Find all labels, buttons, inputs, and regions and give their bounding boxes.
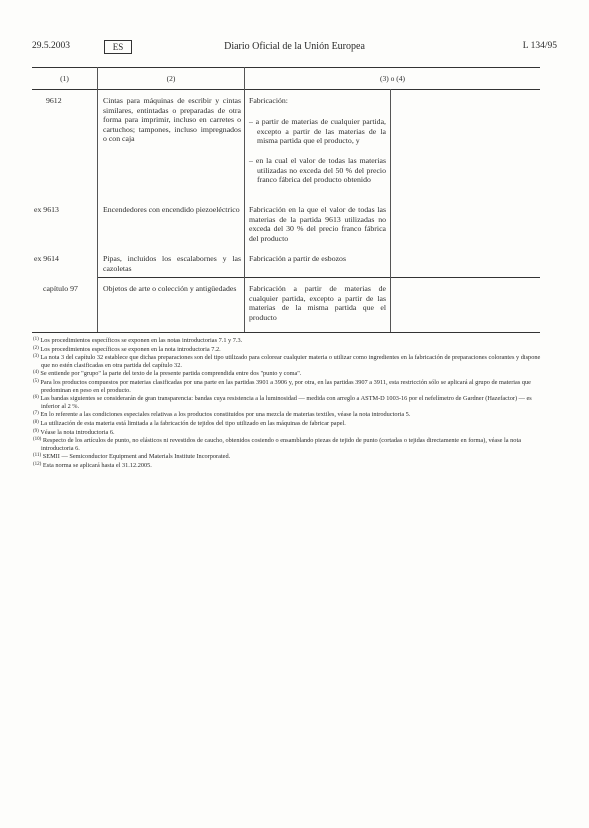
column-divider-2: [244, 67, 245, 332]
footnote: $^{(11)}$ SEMII — Semiconductor Equipment and Materials Institute Incorporated.: [33, 453, 231, 461]
column-header-1: (1): [60, 74, 69, 83]
footnote: $^{(1)}$ Los procedimientos específicos se exponen en las notas introductorias 7.1 y 7.3.: [33, 337, 243, 344]
row-rule-bullet: – a partir de materias de cualquier partida, excepto a partir de las materias de la misma partida que el producto, y: [249, 117, 386, 146]
footnote: $^{(9)}$ Véase la nota introductoria 6.: [33, 428, 115, 436]
row-description: Pipas, incluidos los escalabornes y las cazoletas: [103, 254, 241, 273]
footnotes: [33, 336, 541, 470]
column-header-2: (2): [166, 74, 176, 83]
footnote: $^{(8)}$ La utilización de esta materia está limitada a la fabricación de tejidos del tipo utilizado en las máquinas de fabricar papel.: [33, 419, 346, 427]
footnote: $^{(7)}$ En lo referente a las condiciones especiales relativas a los productos constituidos por una mezcla de materias textiles, véase la nota introductoria 5.: [33, 411, 411, 419]
row-description: Objetos de arte o colección y antigüedades: [103, 284, 237, 293]
row-code: ex 9614: [34, 254, 59, 263]
table-header-rule: [32, 89, 540, 90]
row-code: ex 9613: [34, 205, 59, 214]
row-code: 9612: [46, 96, 62, 105]
footnote: $^{(5)}$ Para los productos compuestos por materias clasificadas por una parte en las partidas 3901 a 3906 y, por otra, en las partidas 3907 a 3911, esta restricción sólo se aplicará al grupo de materias que predominan en peso en el producto.: [33, 378, 531, 394]
column-divider-1: [97, 67, 98, 332]
table-bottom-rule: [32, 332, 540, 333]
row-rule: Fabricación en la que el valor de todas las materias de la partida 9613 utilizadas no exceda del 30 % del precio franco fábrica del producto: [249, 205, 386, 243]
table-top-rule: [32, 67, 540, 68]
row-divider: [98, 277, 540, 278]
language-code: ES: [104, 40, 132, 54]
journal-title: Diario Oficial de la Unión Europea: [224, 41, 365, 52]
footnote: $^{(2)}$ Los procedimientos específicos se exponen en la nota introductoria 7.2.: [33, 345, 221, 353]
footnote: $^{(3)}$ La nota 3 del capítulo 32 establece que dichas preparaciones son del tipo utilizado para colorear cualquier materia o utilizar como ingredientes en la fabricación de preparaciones colorantes y dispone que no estén clasificadas en otra partida del capítulo 32.: [33, 354, 541, 369]
row-rule-intro: Fabricación:: [249, 96, 288, 105]
row-description: Cintas para máquinas de escribir y cintas similares, entintadas o preparadas de otra forma para imprimir, incluso en carretes o cartuchos; tampones, incluso impregnados o con caja: [103, 96, 241, 144]
footnote: $^{(12)}$ Esta norma se aplicará hasta el 31.12.2005.: [33, 461, 152, 469]
row-rule-bullet: – en la cual el valor de todas las materias utilizadas no exceda del 50 % del precio franco fábrica del producto obtenido: [249, 156, 386, 185]
row-rule: Fabricación a partir de esbozos: [249, 254, 346, 263]
footnote: $^{(4)}$ Se entiende por "grupo" la parte del texto de la presente partida comprendida entre dos "punto y coma".: [33, 370, 302, 378]
row-rule: Fabricación a partir de materias de cualquier partida, excepto a partir de las materias de la misma partida que el producto: [249, 284, 386, 322]
column-header-3: (3) o (4): [380, 74, 405, 83]
row-code: capítulo 97: [43, 284, 78, 293]
header-date: 29.5.2003: [32, 41, 70, 51]
footnote: $^{(6)}$ Las bandas siguientes se considerarán de gran transparencia: bandas cuya resistencia a la luminosidad — medida con arreglo a ASTM-D 1003-16 por el nefelímetro de Gardner (Hazefactor) — es inferior al 2 %.: [33, 395, 532, 410]
row-description: Encendedores con encendido piezoeléctrico: [103, 205, 240, 214]
footnote: $^{(10)}$ Respecto de los artículos de punto, no elásticos ni revestidos de caucho, obtenidos cosiendo o ensamblando piezas de tejido de punto (cortadas o tejidas directamente en forma), véase la nota introductoria 6.: [33, 437, 521, 452]
page-number: L 134/95: [522, 41, 557, 51]
column-divider-3: [390, 89, 391, 332]
